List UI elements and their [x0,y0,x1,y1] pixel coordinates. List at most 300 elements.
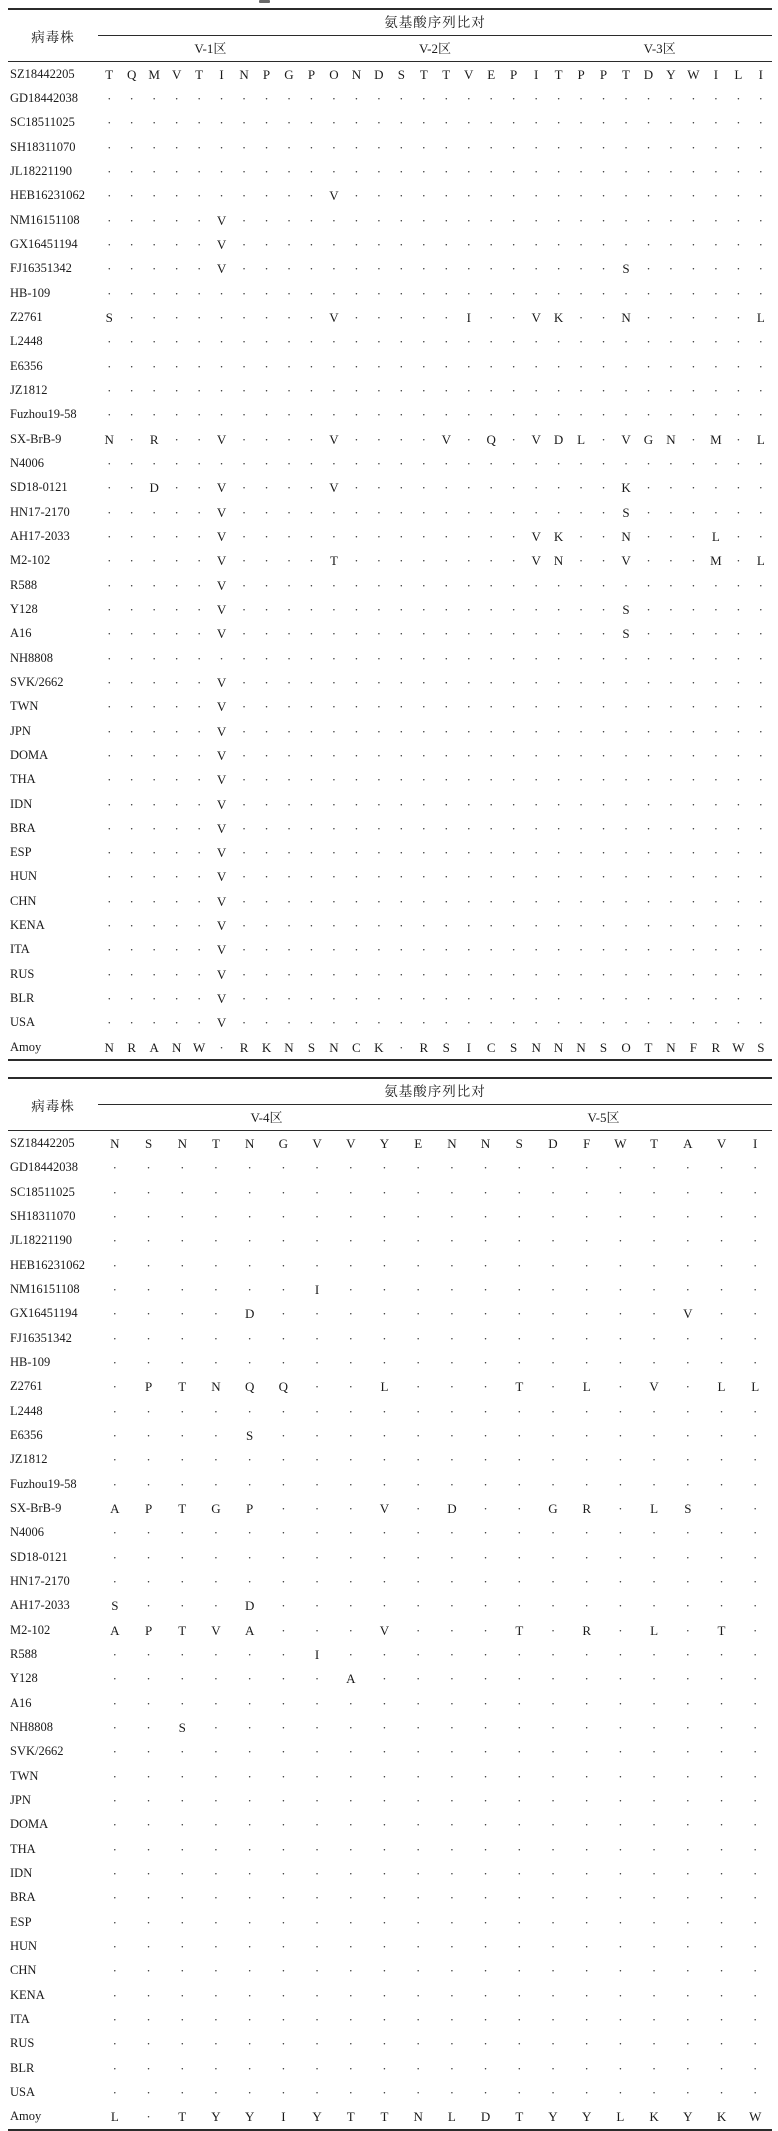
identity-dot: · [584,1403,589,1419]
identity-dot: · [354,1015,359,1031]
residue-cell: V [216,772,227,788]
strain-name: GD18442038 [10,1160,79,1175]
identity-dot: · [180,1914,185,1930]
identity-dot: · [646,577,651,593]
identity-dot: · [376,869,382,885]
sequence-cells [98,116,772,129]
residue-cell: K [621,480,631,496]
identity-dot: · [691,796,696,812]
sequence-cells [98,943,772,956]
identity-dot: · [213,1476,219,1492]
sequence-cells [98,433,772,446]
sequence-cells [98,1745,772,1758]
identity-dot: · [416,1865,421,1881]
identity-dot: · [416,1403,421,1419]
identity-dot: · [354,601,359,617]
identity-dot: · [421,772,426,788]
alignment-title: 氨基酸序列比对 [98,10,772,36]
identity-dot: · [668,869,674,885]
identity-dot: · [314,1938,320,1954]
identity-dot: · [444,455,449,471]
identity-dot: · [444,845,449,861]
identity-dot: · [651,1282,657,1298]
identity-dot: · [517,1647,522,1662]
residue-cell: N [413,2109,423,2125]
residue-cell: W [687,66,700,82]
identity-dot: · [511,601,516,617]
identity-dot: · [623,966,629,982]
strain-name: DOMA [10,1817,49,1832]
identity-dot: · [180,2060,185,2076]
identity-dot: · [286,261,292,277]
identity-dot: · [421,504,426,520]
identity-dot: · [444,553,449,569]
identity-dot: · [578,845,584,861]
identity-dot: · [196,212,202,228]
strain-name: SZ18442205 [10,1136,75,1151]
identity-dot: · [753,1817,758,1833]
identity-dot: · [421,966,426,982]
identity-dot: · [719,1355,724,1371]
table-row [8,1011,772,1035]
identity-dot: · [112,1257,118,1273]
identity-dot: · [107,893,112,909]
residue-cell: K [553,309,564,325]
identity-dot: · [382,1890,387,1906]
table-row [8,1691,772,1715]
identity-dot: · [146,1476,151,1492]
identity-dot: · [578,407,584,423]
identity-dot: · [146,1914,151,1930]
identity-dot: · [376,115,382,131]
residue-cell: K [374,1039,384,1055]
table-row [8,646,772,670]
identity-dot: · [691,869,696,885]
identity-dot: · [331,747,337,763]
identity-dot: · [623,577,629,593]
identity-dot: · [180,1428,185,1444]
identity-dot: · [651,1719,657,1735]
identity-dot: · [247,1719,252,1735]
identity-dot: · [550,1744,556,1760]
table-row [8,2032,772,2056]
identity-dot: · [444,334,449,350]
identity-dot: · [651,1257,657,1273]
residue-cell: M [710,553,722,569]
identity-dot: · [691,723,696,739]
identity-dot: · [517,1719,522,1735]
identity-dot: · [264,115,269,131]
identity-dot: · [174,601,179,617]
identity-dot: · [646,455,651,471]
strain-name: RUS [10,966,35,981]
table-row [8,1934,772,1958]
identity-dot: · [399,188,404,204]
sequence-cells [98,1016,772,1029]
identity-dot: · [483,1330,488,1346]
identity-dot: · [651,1330,657,1346]
residue-cell: N [447,1136,457,1152]
identity-dot: · [174,139,179,155]
identity-dot: · [129,358,134,374]
identity-dot: · [129,869,134,885]
identity-dot: · [578,115,584,131]
identity-dot: · [584,1598,589,1614]
identity-dot: · [376,285,382,301]
identity-dot: · [449,1914,455,1930]
identity-dot: · [348,1987,353,2003]
identity-dot: · [348,1428,353,1444]
identity-dot: · [646,528,651,544]
identity-dot: · [219,163,224,179]
identity-dot: · [533,942,539,958]
identity-dot: · [399,309,404,325]
identity-dot: · [264,528,269,544]
identity-dot: · [180,1452,185,1468]
identity-dot: · [129,553,134,569]
residue-cell: T [105,66,114,82]
sequence-cells [98,2013,772,2026]
sequence-cells [98,506,772,519]
identity-dot: · [399,528,404,544]
identity-dot: · [601,480,606,496]
identity-dot: · [691,309,696,325]
sequence-cells [98,262,772,275]
identity-dot: · [354,674,359,690]
residue-cell: V [683,1306,693,1322]
identity-dot: · [623,845,629,861]
identity-dot: · [314,1622,320,1638]
identity-dot: · [466,212,471,228]
identity-dot: · [758,723,763,739]
identity-dot: · [444,723,449,739]
identity-dot: · [517,1355,522,1371]
identity-dot: · [719,1257,724,1273]
identity-dot: · [112,1695,118,1711]
identity-dot: · [354,261,359,277]
identity-dot: · [483,1257,488,1273]
identity-dot: · [685,1355,690,1371]
identity-dot: · [651,1403,657,1419]
identity-dot: · [213,1257,219,1273]
identity-dot: · [264,601,269,617]
identity-dot: · [180,2011,185,2027]
identity-dot: · [483,1963,488,1979]
identity-dot: · [196,139,202,155]
identity-dot: · [213,1306,219,1322]
table-row [8,232,772,256]
identity-dot: · [213,1184,219,1200]
identity-dot: · [354,626,359,642]
identity-dot: · [668,553,674,569]
residue-cell: T [178,2109,187,2125]
region-header-row [98,1105,772,1130]
identity-dot: · [758,528,763,544]
identity-dot: · [618,2060,623,2076]
strain-name: SVK/2662 [10,1744,64,1759]
identity-dot: · [399,991,404,1007]
identity-dot: · [348,1184,353,1200]
identity-dot: · [578,991,584,1007]
identity-dot: · [511,553,516,569]
identity-dot: · [758,966,763,982]
identity-dot: · [691,650,696,666]
identity-dot: · [466,334,471,350]
table-row [8,427,772,451]
identity-dot: · [753,1282,758,1298]
identity-dot: · [618,1233,623,1249]
identity-dot: · [550,1330,556,1346]
identity-dot: · [376,407,382,423]
identity-dot: · [489,796,494,812]
identity-dot: · [241,601,247,617]
identity-dot: · [112,1841,118,1857]
identity-dot: · [354,723,359,739]
identity-dot: · [623,918,629,934]
identity-dot: · [264,553,269,569]
identity-dot: · [152,334,157,350]
identity-dot: · [354,115,359,131]
identity-dot: · [152,115,157,131]
identity-dot: · [107,212,112,228]
identity-dot: · [736,723,741,739]
identity-dot: · [174,820,179,836]
identity-dot: · [719,1184,724,1200]
identity-dot: · [376,528,382,544]
identity-dot: · [421,90,426,106]
identity-dot: · [174,869,179,885]
identity-dot: · [736,334,741,350]
identity-dot: · [556,455,561,471]
identity-dot: · [152,309,157,325]
strain-name: A16 [10,626,32,641]
identity-dot: · [174,212,179,228]
identity-dot: · [578,504,584,520]
residue-cell: V [216,674,227,690]
identity-dot: · [691,820,696,836]
identity-dot: · [399,699,404,715]
identity-dot: · [129,309,134,325]
identity-dot: · [286,480,292,496]
identity-dot: · [584,1257,589,1273]
identity-dot: · [444,382,449,398]
identity-dot: · [180,1209,185,1225]
identity-dot: · [511,212,516,228]
identity-dot: · [651,1209,657,1225]
identity-dot: · [685,1184,690,1200]
identity-dot: · [354,553,359,569]
strain-name: Y128 [10,601,38,616]
sequence-cells [98,554,772,567]
identity-dot: · [213,1671,219,1687]
residue-cell: V [621,431,631,447]
identity-dot: · [511,577,516,593]
identity-dot: · [623,650,629,666]
identity-dot: · [354,309,359,325]
identity-dot: · [348,1890,353,1906]
identity-dot: · [618,1865,623,1881]
sequence-cells [98,238,772,251]
identity-dot: · [309,699,314,715]
identity-dot: · [213,1865,219,1881]
identity-dot: · [399,601,404,617]
identity-dot: · [129,528,134,544]
identity-dot: · [348,1938,353,1954]
identity-dot: · [376,942,382,958]
residue-cell: V [329,309,339,325]
identity-dot: · [241,407,247,423]
identity-dot: · [129,991,134,1007]
identity-dot: · [685,1890,690,1906]
identity-dot: · [511,918,516,934]
identity-dot: · [444,139,449,155]
identity-dot: · [646,504,651,520]
identity-dot: · [685,1476,690,1492]
identity-dot: · [517,1914,522,1930]
identity-dot: · [196,991,202,1007]
identity-dot: · [112,1525,118,1541]
residue-cell: D [553,431,564,447]
identity-dot: · [668,723,674,739]
identity-dot: · [382,1817,387,1833]
identity-dot: · [112,2036,118,2052]
identity-dot: · [286,90,292,106]
identity-dot: · [685,2036,690,2052]
residue-cell: N [211,1379,221,1395]
identity-dot: · [483,1428,488,1444]
identity-dot: · [685,1233,690,1249]
residue-cell: V [216,626,227,642]
strain-name: Y128 [10,1671,38,1686]
identity-dot: · [309,309,314,325]
identity-dot: · [107,1015,112,1031]
identity-dot: · [146,1233,151,1249]
identity-dot: · [651,1695,657,1711]
identity-dot: · [348,1792,353,1808]
identity-dot: · [281,1525,286,1541]
identity-dot: · [601,845,606,861]
identity-dot: · [196,358,202,374]
identity-dot: · [264,1015,269,1031]
residue-cell: R [127,1039,137,1055]
identity-dot: · [309,407,314,423]
residue-cell: V [216,796,227,812]
identity-dot: · [196,188,202,204]
identity-dot: · [736,772,741,788]
identity-dot: · [691,455,696,471]
identity-dot: · [533,236,539,252]
identity-dot: · [112,2084,118,2100]
identity-dot: · [174,966,179,982]
residue-cell: V [379,1622,390,1638]
identity-dot: · [399,553,404,569]
identity-dot: · [152,845,157,861]
residue-cell: S [515,1136,523,1152]
identity-dot: · [601,650,606,666]
identity-dot: · [601,674,606,690]
identity-dot: · [618,1355,623,1371]
residue-cell: Y [379,1136,390,1152]
identity-dot: · [533,504,539,520]
sequence-cells [98,335,772,348]
strain-name: THA [10,1841,36,1856]
identity-dot: · [668,115,674,131]
identity-dot: · [618,2084,623,2100]
table-row [8,1764,772,1788]
identity-dot: · [107,480,112,496]
identity-dot: · [314,1257,320,1273]
identity-dot: · [511,480,516,496]
identity-dot: · [281,1403,286,1419]
strain-name: IDN [10,1865,33,1880]
identity-dot: · [668,966,674,982]
identity-dot: · [556,577,561,593]
identity-dot: · [601,285,606,301]
identity-dot: · [466,650,471,666]
identity-dot: · [623,188,629,204]
identity-dot: · [152,674,157,690]
identity-dot: · [281,1160,286,1176]
identity-dot: · [382,1647,387,1662]
identity-dot: · [618,1428,623,1444]
identity-dot: · [286,796,292,812]
alignment-table-1 [8,8,772,1061]
identity-dot: · [152,772,157,788]
identity-dot: · [146,1768,151,1784]
identity-dot: · [444,504,449,520]
table-row [8,476,772,500]
identity-dot: · [550,1428,556,1444]
identity-dot: · [382,1744,387,1760]
identity-dot: · [107,334,112,350]
residue-cell: W [192,1039,206,1055]
identity-dot: · [112,1184,118,1200]
identity-dot: · [578,163,584,179]
identity-dot: · [466,382,471,398]
identity-dot: · [601,966,606,982]
residue-cell: N [480,1136,491,1152]
identity-dot: · [152,869,157,885]
identity-dot: · [196,1015,202,1031]
identity-dot: · [444,358,449,374]
identity-dot: · [646,601,651,617]
identity-dot: · [421,553,426,569]
identity-dot: · [550,1792,556,1808]
identity-dot: · [247,1890,252,1906]
identity-dot: · [281,1501,286,1517]
residue-cell: S [622,261,630,277]
identity-dot: · [466,236,471,252]
table-row [8,1910,772,1934]
identity-dot: · [511,115,516,131]
identity-dot: · [719,1282,724,1298]
identity-dot: · [286,455,292,471]
identity-dot: · [112,1719,118,1735]
identity-dot: · [213,1452,219,1468]
identity-dot: · [646,626,651,642]
identity-dot: · [651,1184,657,1200]
sequence-cells [98,1624,772,1637]
identity-dot: · [348,1379,353,1395]
strain-name: SH18311070 [10,1209,76,1224]
strain-name: CHN [10,1963,37,1978]
identity-dot: · [264,674,269,690]
residue-cell: L [717,1379,726,1395]
identity-dot: · [578,261,584,277]
identity-dot: · [517,1549,522,1565]
identity-dot: · [550,1695,556,1711]
identity-dot: · [651,1792,657,1808]
